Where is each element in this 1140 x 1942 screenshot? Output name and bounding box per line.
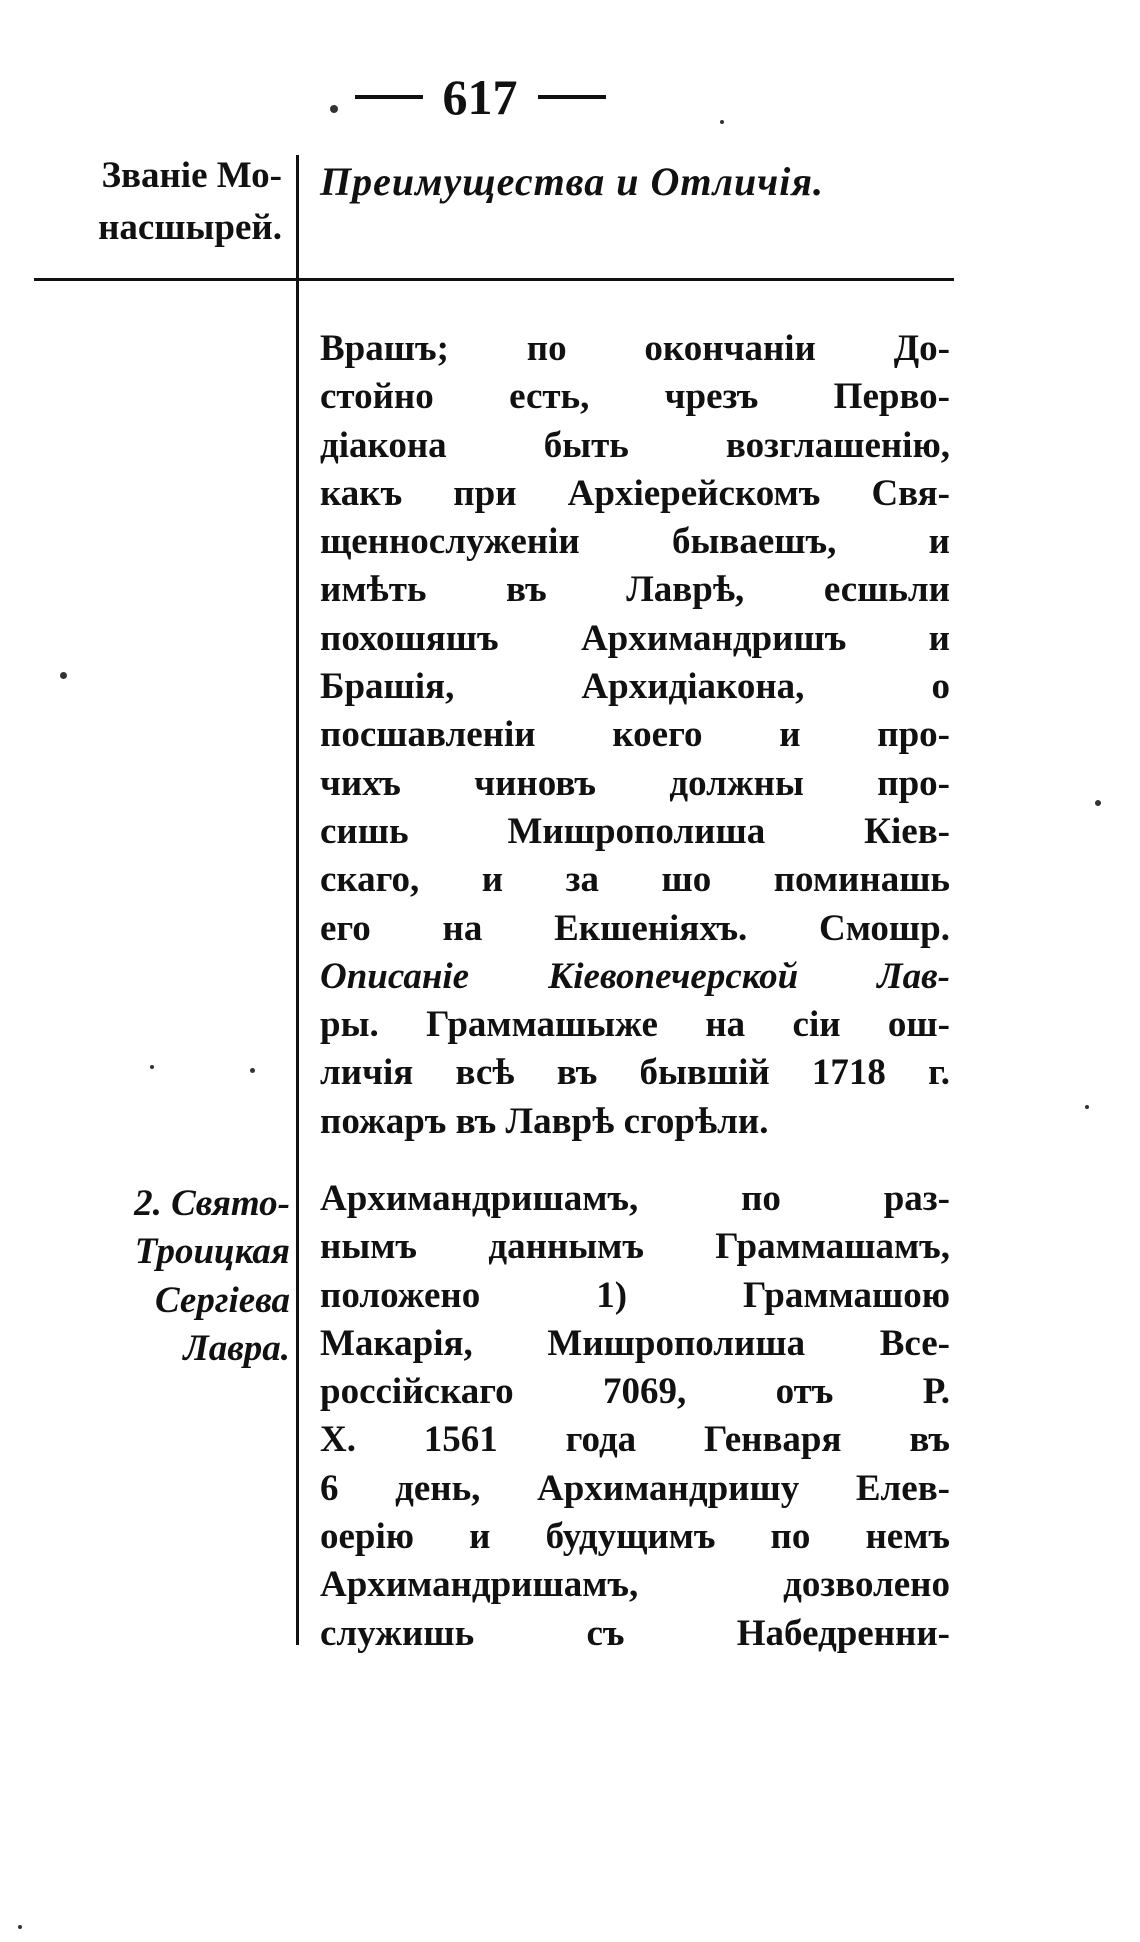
print-speck	[60, 672, 67, 679]
print-speck	[1095, 800, 1101, 806]
column-header-privileges: Преимущества и Отличія.	[320, 159, 825, 204]
dash-right	[538, 95, 606, 99]
text-line: похошяшъ Архимандришъ и	[320, 617, 950, 659]
label-line: Сергіева	[155, 1279, 290, 1321]
text-line: какъ при Архіерейскомъ Свя-	[320, 472, 950, 514]
text-line: Х. 1561 года Генваря въ	[320, 1419, 950, 1461]
dash-left	[355, 95, 423, 99]
text-line: его на Екшеніяхъ. Смошр.	[320, 907, 950, 949]
text-line: посшавленіи коего и про-	[320, 714, 950, 756]
entry-1-text	[320, 325, 950, 1146]
column-divider	[296, 155, 299, 1645]
label-line: Лавра.	[183, 1327, 290, 1369]
text-line: Архимандришамъ, дозволено	[320, 1564, 950, 1606]
label-line: Троицкая	[134, 1231, 290, 1273]
text-line: Врашъ; по окончаніи До-	[320, 328, 950, 369]
text-line: скаго, и за шо поминашь	[320, 859, 950, 901]
text-line: нымъ даннымъ Граммашамъ,	[320, 1226, 950, 1268]
text-line: щеннослуженіи бываешъ, и	[320, 521, 950, 563]
text-line: чихъ чиновъ должны про-	[320, 762, 950, 804]
text-line: Макарія, Мишрополиша Все-	[320, 1322, 950, 1364]
page-number-line	[310, 62, 650, 132]
text-line: служишь съ Набедренни-	[320, 1612, 950, 1654]
entry-2-label	[40, 1180, 290, 1373]
text-line: Описаніе Кіевопечерской Лав-	[320, 955, 950, 997]
print-speck	[720, 120, 724, 124]
entry-2-text	[320, 1175, 950, 1658]
page-number: 617	[442, 69, 518, 125]
column-header-monasteries	[34, 150, 282, 254]
text-line: сишь Мишрополиша Кіев-	[320, 810, 950, 852]
text-line: діакона быть возглашенію,	[320, 424, 950, 466]
text-line: стойно есть, чрезъ Перво-	[320, 376, 950, 418]
header-rule	[34, 278, 954, 281]
column-header-line: Званіе Мо-	[101, 155, 282, 196]
text-line: Архимандришамъ, по раз-	[320, 1178, 950, 1219]
text-line: ры. Граммашыже на сіи ош-	[320, 1004, 950, 1046]
print-speck	[150, 1065, 154, 1069]
text-line: пожаръ въ Лаврѣ сгорѣли.	[320, 1100, 769, 1142]
text-line: личія всѣ въ бывшій 1718 г.	[320, 1052, 950, 1094]
label-line: 2. Свято-	[134, 1183, 290, 1224]
text-line: оерію и будущимъ по немъ	[320, 1516, 950, 1558]
text-line: россійскаго 7069, отъ Р.	[320, 1371, 950, 1413]
text-line: Брашія, Архидіакона, о	[320, 666, 950, 708]
print-speck	[330, 105, 338, 113]
print-speck	[250, 1068, 255, 1073]
print-speck	[18, 1925, 22, 1929]
text-line: имѣть въ Лаврѣ, есшьли	[320, 569, 950, 611]
print-speck	[1085, 1105, 1089, 1109]
text-line: положено 1) Граммашою	[320, 1274, 950, 1316]
text-line: 6 день, Архимандришу Елев-	[320, 1467, 950, 1509]
column-header-line: насшырей.	[98, 207, 282, 248]
